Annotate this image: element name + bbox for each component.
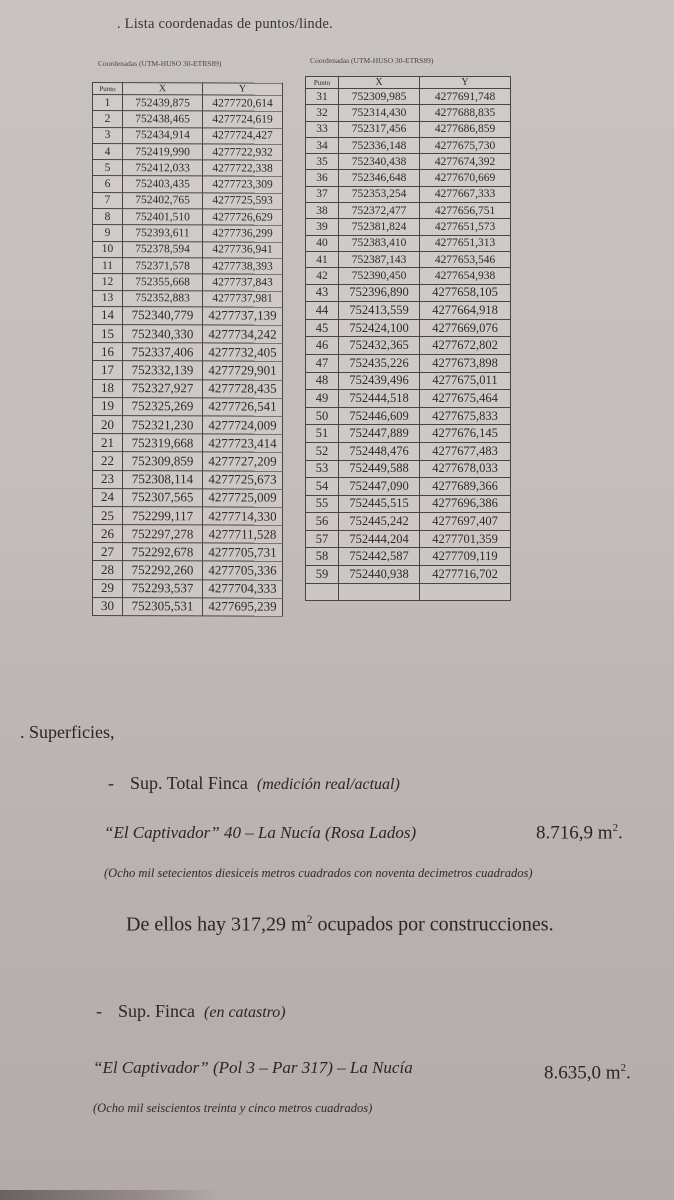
cell-y: 4277723,309 (203, 176, 283, 193)
cell-x: 752292,678 (123, 543, 203, 561)
table-row (306, 583, 511, 601)
cell-y: 4277664,918 (420, 302, 511, 320)
cell-punto: 43 (306, 284, 339, 302)
cell-y: 4277724,009 (203, 416, 283, 434)
table-body-right (306, 89, 511, 601)
cell-x: 752445,515 (339, 495, 420, 513)
cell-punto: 19 (93, 397, 123, 415)
table-row (306, 89, 511, 105)
cell-punto: 2 (93, 111, 123, 127)
table-row (93, 379, 283, 398)
cell-x: 752447,889 (339, 425, 420, 443)
construction-area-line (126, 912, 554, 937)
cell-y: 4277701,359 (420, 530, 511, 548)
item-sup-catastro (96, 1001, 286, 1022)
table-row (306, 154, 511, 170)
cell-y: 4277669,076 (420, 319, 511, 337)
cell-punto: 22 (93, 452, 123, 470)
cell-y: 4277675,833 (420, 407, 511, 425)
cell-x: 752445,242 (339, 513, 420, 531)
table-row (306, 268, 511, 284)
cell-y: 4277675,011 (420, 372, 511, 390)
cell-y: 4277677,483 (420, 442, 511, 460)
cell-y: 4277656,751 (420, 203, 511, 219)
page-bottom-shadow (0, 1190, 220, 1200)
cell-y: 4277705,731 (203, 543, 283, 561)
show-through-text (140, 656, 440, 672)
item-qualifier: (en catastro) (204, 1004, 286, 1021)
cell-x: 752383,410 (339, 235, 420, 251)
cell-x: 752292,260 (123, 561, 203, 579)
table-row (306, 460, 511, 478)
cell-x: 752346,648 (339, 170, 420, 186)
cell-x: 752434,914 (123, 127, 203, 144)
cell-y: 4277688,835 (420, 105, 511, 121)
cell-y: 4277736,299 (203, 225, 283, 242)
table-row (306, 219, 511, 235)
cell-punto: 17 (93, 361, 123, 379)
area-exponent: 2 (612, 822, 619, 834)
cell-x: 752372,477 (339, 203, 420, 219)
cell-punto: 44 (306, 302, 339, 320)
table-row (93, 361, 283, 380)
coord-caption-left: Coordenadas (UTM-HUSO 30-ETRS89) (98, 59, 222, 68)
cell-x: 752378,594 (123, 241, 203, 258)
header-x: X (339, 77, 420, 89)
cell-x: 752307,565 (123, 488, 203, 506)
cell-punto: 31 (306, 89, 339, 105)
cell-y: 4277736,941 (203, 242, 283, 259)
property-name-total: “El Captivador” 40 – La Nucía (Rosa Lados) (104, 823, 417, 842)
cell-y: 4277724,427 (203, 127, 283, 144)
cell-x: 752413,559 (339, 302, 420, 320)
cell-x: 752321,230 (123, 416, 203, 434)
cell-punto: 28 (93, 561, 123, 579)
table-row (93, 257, 283, 274)
cell-punto: 59 (306, 566, 339, 584)
table-row (93, 95, 283, 112)
cell-y: 4277658,105 (420, 284, 511, 302)
page-title: . Lista coordenadas de puntos/linde. (117, 16, 333, 32)
cell-x: 752332,139 (123, 361, 203, 379)
cell-y: 4277651,573 (420, 219, 511, 235)
table-row (93, 111, 283, 128)
cell-y: 4277686,859 (420, 121, 511, 137)
cell-punto: 53 (306, 460, 339, 478)
cell-x: 752419,990 (123, 143, 203, 160)
cell-punto: 10 (93, 241, 123, 257)
table-row (306, 495, 511, 513)
cell-y: 4277670,669 (420, 170, 511, 186)
cell-y: 4277737,981 (203, 290, 283, 307)
cell-x: 752432,365 (339, 337, 420, 355)
cell-x: 752337,406 (123, 343, 203, 361)
table-row (93, 225, 283, 242)
table-row (306, 548, 511, 566)
cell-x: 752381,824 (339, 219, 420, 235)
cell-x: 752309,859 (123, 452, 203, 470)
table-row (306, 105, 511, 121)
construction-exponent: 2 (306, 912, 313, 926)
area-note-catastro: (Ocho mil seiscientos treinta y cinco metros cuadrados) (93, 1101, 373, 1115)
table-row (306, 186, 511, 202)
table-row (306, 121, 511, 137)
cell-y: 4277672,802 (420, 337, 511, 355)
cell-y: 4277722,932 (203, 144, 283, 161)
table-row (306, 319, 511, 337)
cell-punto: 13 (93, 290, 123, 306)
cell-y: 4277673,898 (420, 354, 511, 372)
cell-punto: 8 (93, 209, 123, 225)
cell-punto: 56 (306, 513, 339, 531)
cell-y: 4277704,333 (203, 580, 283, 598)
table-row (306, 390, 511, 408)
cell-x: 752319,668 (123, 434, 203, 452)
cell-punto: 30 (93, 597, 123, 615)
table-row (93, 143, 283, 160)
cell-punto: 49 (306, 390, 339, 408)
cell-punto: 39 (306, 219, 339, 235)
cell-punto: 25 (93, 506, 123, 524)
table-row (306, 170, 511, 186)
cell-x: 752444,518 (339, 390, 420, 408)
table-row (93, 452, 283, 471)
cell-y: 4277728,435 (203, 379, 283, 397)
cell-y: 4277651,313 (420, 235, 511, 251)
cell-punto: 21 (93, 434, 123, 452)
cell-x: 752447,090 (339, 478, 420, 496)
table-row (306, 372, 511, 390)
area-value-total (536, 822, 623, 844)
cell-y: 4277676,145 (420, 425, 511, 443)
item-sup-total (108, 773, 400, 794)
cell-punto: 23 (93, 470, 123, 488)
cell-y: 4277727,209 (203, 452, 283, 470)
area-note-total: (Ocho mil setecientos diesiceis metros cuadrados con noventa decimetros cuadrados) (104, 866, 533, 880)
cell-x: 752442,587 (339, 548, 420, 566)
table-header-row (306, 77, 511, 89)
coord-caption-right: Coordenadas (UTM-HUSO 30-ETRS89) (310, 56, 434, 65)
table-row (306, 354, 511, 372)
cell-x: 752340,330 (123, 325, 203, 343)
cell-x: 752439,496 (339, 372, 420, 390)
cell-punto: 12 (93, 274, 123, 290)
cell-y: 4277691,748 (420, 89, 511, 105)
cell-x: 752371,578 (123, 258, 203, 275)
cell-x: 752401,510 (123, 209, 203, 226)
cell-x: 752353,254 (339, 186, 420, 202)
cell-punto: 18 (93, 379, 123, 397)
table-row (93, 274, 283, 291)
cell-x: 752444,204 (339, 530, 420, 548)
cell-punto: 14 (93, 306, 123, 324)
table-row (306, 284, 511, 302)
cell-y: 4277723,414 (203, 434, 283, 452)
table-row (93, 397, 283, 416)
cell-x: 752352,883 (123, 290, 203, 307)
cell-punto: 55 (306, 495, 339, 513)
cell-punto (306, 583, 339, 601)
cell-y: 4277726,629 (203, 209, 283, 226)
cell-x: 752449,588 (339, 460, 420, 478)
header-punto: Punto (306, 77, 339, 89)
cell-punto: 58 (306, 548, 339, 566)
cell-punto: 52 (306, 442, 339, 460)
table-row (93, 325, 283, 344)
cell-punto: 51 (306, 425, 339, 443)
bullet-dash: - (96, 1001, 102, 1021)
cell-punto: 34 (306, 137, 339, 153)
cell-punto: 50 (306, 407, 339, 425)
area-value-catastro (544, 1062, 631, 1084)
cell-y: 4277724,619 (203, 111, 283, 128)
cell-x: 752299,117 (123, 507, 203, 525)
cell-y: 4277722,338 (203, 160, 283, 177)
cell-punto: 54 (306, 478, 339, 496)
cell-y: 4277737,843 (203, 274, 283, 291)
cell-y: 4277697,407 (420, 513, 511, 531)
cell-y: 4277729,901 (203, 361, 283, 379)
cell-y (420, 583, 511, 601)
cell-punto: 4 (93, 143, 123, 159)
cell-y: 4277678,033 (420, 460, 511, 478)
table-row (93, 506, 283, 525)
cell-x: 752396,890 (339, 284, 420, 302)
cell-y: 4277725,009 (203, 489, 283, 507)
table-row (93, 127, 283, 144)
cell-y: 4277675,730 (420, 137, 511, 153)
cell-punto: 40 (306, 235, 339, 251)
cell-punto: 41 (306, 251, 339, 267)
cell-x: 752340,438 (339, 154, 420, 170)
cell-y: 4277709,119 (420, 548, 511, 566)
table-row (306, 566, 511, 584)
table-row (306, 302, 511, 320)
cell-punto: 33 (306, 121, 339, 137)
construction-prefix: De ellos hay 317,29 m (126, 913, 307, 936)
table-row (93, 434, 283, 453)
cell-x: 752309,985 (339, 89, 420, 105)
cell-x: 752317,456 (339, 121, 420, 137)
cell-x: 752448,476 (339, 442, 420, 460)
cell-y: 4277711,528 (203, 525, 283, 543)
header-y: Y (420, 77, 511, 89)
cell-punto: 15 (93, 325, 123, 343)
header-x: X (123, 83, 203, 95)
table-row (306, 251, 511, 267)
table-row (93, 488, 283, 507)
cell-x: 752435,226 (339, 354, 420, 372)
cell-punto: 42 (306, 268, 339, 284)
cell-y: 4277716,702 (420, 566, 511, 584)
cell-punto: 48 (306, 372, 339, 390)
cell-x: 752390,450 (339, 268, 420, 284)
cell-x: 752293,537 (123, 579, 203, 597)
cell-punto: 36 (306, 170, 339, 186)
cell-y: 4277738,393 (203, 258, 283, 275)
table-row (93, 415, 283, 434)
table-header-row (93, 83, 283, 96)
cell-x: 752439,875 (123, 95, 203, 112)
cell-punto: 35 (306, 154, 339, 170)
table-row (306, 235, 511, 251)
table-row (93, 192, 283, 209)
cell-punto: 47 (306, 354, 339, 372)
cell-punto: 38 (306, 203, 339, 219)
cell-y: 4277732,405 (203, 343, 283, 361)
cell-x: 752327,927 (123, 379, 203, 397)
table-row (93, 579, 283, 598)
table-row (93, 209, 283, 226)
cell-y: 4277720,614 (203, 95, 283, 112)
cell-punto: 1 (93, 95, 123, 111)
construction-suffix: ocupados por construcciones. (312, 913, 554, 936)
area-exponent: 2 (620, 1062, 627, 1074)
cell-y: 4277725,673 (203, 470, 283, 488)
cell-y: 4277705,336 (203, 561, 283, 579)
area-suffix: . (618, 822, 623, 844)
cell-x: 752297,278 (123, 525, 203, 543)
cell-punto: 27 (93, 543, 123, 561)
table-row (93, 290, 283, 307)
table-row (306, 337, 511, 355)
table-row (93, 561, 283, 580)
cell-y: 4277689,366 (420, 478, 511, 496)
coordinates-table-left (92, 82, 283, 617)
table-row (306, 530, 511, 548)
table-row (306, 425, 511, 443)
cell-x: 752446,609 (339, 407, 420, 425)
cell-y: 4277734,242 (203, 325, 283, 343)
area-number: 8.716,9 m (536, 822, 613, 844)
area-number: 8.635,0 m (544, 1062, 621, 1084)
cell-y: 4277714,330 (203, 507, 283, 525)
cell-x: 752340,779 (123, 306, 203, 324)
cell-x: 752355,668 (123, 274, 203, 291)
cell-punto: 3 (93, 127, 123, 143)
cell-punto: 26 (93, 525, 123, 543)
table-row (93, 306, 283, 325)
cell-x: 752393,611 (123, 225, 203, 242)
cell-punto: 46 (306, 337, 339, 355)
table-row (306, 137, 511, 153)
table-row (93, 597, 283, 616)
item-label: Sup. Total Finca (130, 773, 248, 793)
table-row (306, 513, 511, 531)
table-row (306, 478, 511, 496)
table-row (306, 407, 511, 425)
cell-x: 752387,143 (339, 251, 420, 267)
table-row (93, 160, 283, 177)
table-row (93, 525, 283, 544)
cell-x: 752314,430 (339, 105, 420, 121)
cell-y: 4277674,392 (420, 154, 511, 170)
cell-x: 752336,148 (339, 137, 420, 153)
area-suffix: . (626, 1062, 631, 1084)
header-punto: Punto (93, 83, 123, 95)
bullet-dash: - (108, 773, 114, 793)
cell-y: 4277667,333 (420, 186, 511, 202)
cell-punto: 45 (306, 319, 339, 337)
cell-punto: 20 (93, 415, 123, 433)
property-name-catastro: “El Captivador” (Pol 3 – Par 317) – La Nucía (93, 1058, 413, 1077)
cell-y: 4277654,938 (420, 268, 511, 284)
cell-punto: 6 (93, 176, 123, 192)
cell-punto: 57 (306, 530, 339, 548)
coordinates-table-right (305, 76, 511, 601)
cell-punto: 32 (306, 105, 339, 121)
cell-x: 752424,100 (339, 319, 420, 337)
cell-y: 4277737,139 (203, 307, 283, 325)
table-row (306, 442, 511, 460)
cell-x: 752403,435 (123, 176, 203, 193)
cell-y: 4277726,541 (203, 398, 283, 416)
header-y: Y (203, 83, 283, 95)
cell-x: 752305,531 (123, 597, 203, 615)
cell-punto: 7 (93, 192, 123, 208)
table-row (93, 176, 283, 193)
cell-x: 752308,114 (123, 470, 203, 488)
table-row (93, 343, 283, 362)
cell-punto: 5 (93, 160, 123, 176)
cell-y: 4277725,593 (203, 193, 283, 210)
cell-x: 752438,465 (123, 111, 203, 128)
table-body-left (93, 95, 283, 617)
table-row (93, 543, 283, 562)
cell-y: 4277675,464 (420, 390, 511, 408)
cell-x: 752440,938 (339, 566, 420, 584)
cell-x: 752402,765 (123, 192, 203, 209)
cell-y: 4277653,546 (420, 251, 511, 267)
table-row (306, 203, 511, 219)
cell-y: 4277695,239 (203, 598, 283, 616)
table-row (93, 241, 283, 258)
cell-punto: 11 (93, 257, 123, 273)
cell-punto: 9 (93, 225, 123, 241)
cell-punto: 16 (93, 343, 123, 361)
cell-punto: 24 (93, 488, 123, 506)
cell-punto: 29 (93, 579, 123, 597)
table-row (93, 470, 283, 489)
cell-punto: 37 (306, 186, 339, 202)
section-heading-superficies: . Superficies, (20, 722, 115, 742)
cell-y: 4277696,386 (420, 495, 511, 513)
cell-x (339, 583, 420, 601)
cell-x: 752325,269 (123, 397, 203, 415)
item-label: Sup. Finca (118, 1001, 196, 1021)
cell-x: 752412,033 (123, 160, 203, 177)
item-qualifier: (medición real/actual) (256, 776, 400, 793)
